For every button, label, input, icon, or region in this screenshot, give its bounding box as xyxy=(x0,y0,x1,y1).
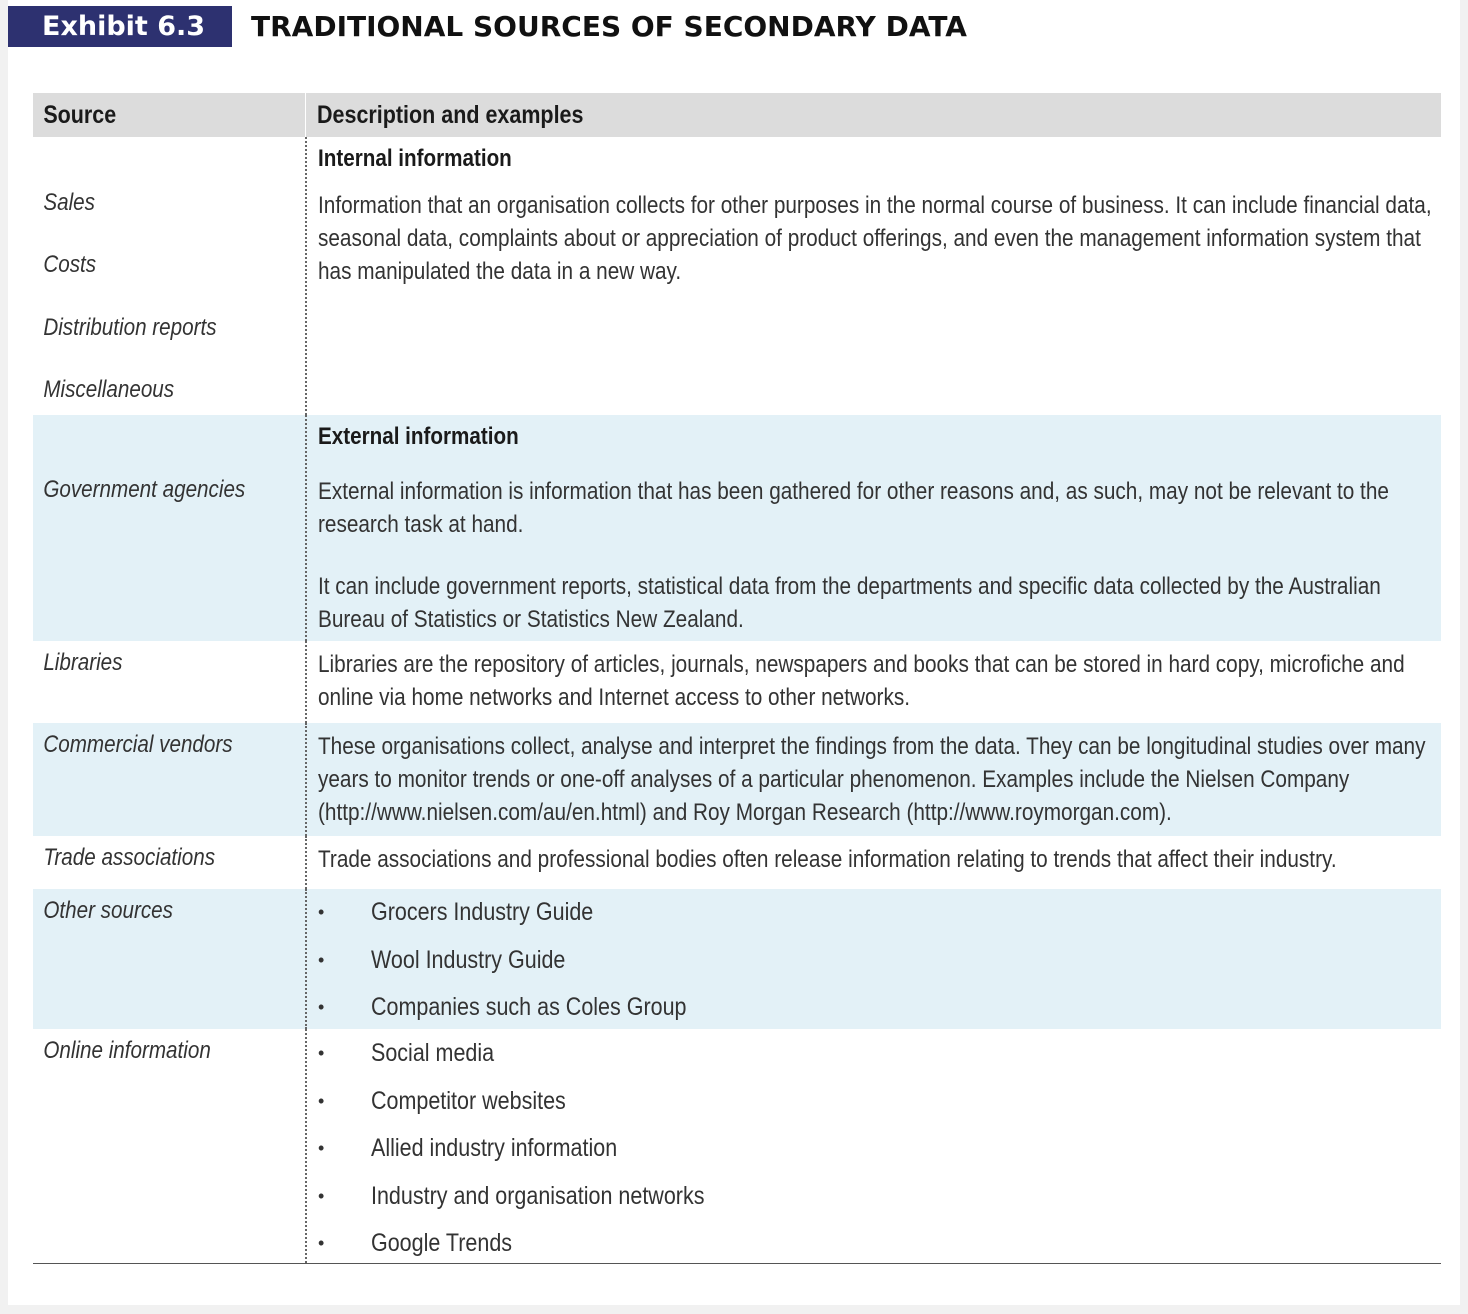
source-cell-external xyxy=(33,415,267,641)
source-trade-associations: Trade associations xyxy=(43,844,216,871)
table-row-online xyxy=(33,1029,1441,1263)
header-source: Source xyxy=(43,101,117,129)
exhibit-label: Exhibit 6.3 xyxy=(8,6,232,47)
description-cell-internal xyxy=(305,137,1441,415)
source-cell-other xyxy=(33,889,267,1029)
description-cell-other xyxy=(305,889,1441,1029)
list-item xyxy=(307,1179,1407,1213)
online-item-text: Allied industry information xyxy=(371,1134,618,1162)
source-miscellaneous: Miscellaneous xyxy=(43,376,175,403)
online-item-text: Social media xyxy=(371,1039,495,1067)
description-cell-external xyxy=(305,415,1441,641)
libraries-description: Libraries are the repository of articles, journals, newspapers and books that can be stored in hard copy, microfiche and online via home networks and Internet access to other networks. xyxy=(318,651,1405,711)
list-item xyxy=(307,943,1407,977)
table-row-other xyxy=(33,889,1441,1029)
source-government-agencies: Government agencies xyxy=(43,476,246,503)
list-item xyxy=(307,990,1407,1024)
table-row-commercial xyxy=(33,723,1441,836)
source-online-information: Online information xyxy=(43,1037,211,1064)
description-cell-online xyxy=(305,1029,1441,1263)
source-cell-libraries xyxy=(33,641,267,723)
table-row-external xyxy=(33,415,1441,641)
online-item-text: Google Trends xyxy=(371,1229,513,1257)
description-cell-commercial xyxy=(305,723,1441,836)
trade-description: Trade associations and professional bodies often release information relating to trends that affect their industry. xyxy=(318,846,1337,873)
table-row-libraries xyxy=(33,641,1441,723)
description-cell-trade xyxy=(305,836,1441,889)
source-libraries: Libraries xyxy=(43,649,123,676)
source-sales: Sales xyxy=(43,189,95,216)
bullet-marker: • xyxy=(318,997,325,1017)
source-costs: Costs xyxy=(43,251,97,278)
source-cell-internal xyxy=(33,137,267,415)
bullet-marker: • xyxy=(318,1091,325,1111)
exhibit-title: TRADITIONAL SOURCES OF SECONDARY DATA xyxy=(251,10,967,43)
external-description-2: It can include government reports, statistical data from the departments and specific data collected by the Australian Bureau of Statistics or Statistics New Zealand. xyxy=(318,573,1381,633)
source-cell-commercial xyxy=(33,723,267,836)
header-description-cell xyxy=(305,93,1441,137)
exhibit-page xyxy=(8,0,1460,1305)
bullet-marker: • xyxy=(318,902,325,922)
list-item xyxy=(307,895,1407,929)
online-item-text: Competitor websites xyxy=(371,1087,566,1115)
source-other-sources: Other sources xyxy=(43,897,173,924)
list-item xyxy=(307,1084,1407,1118)
list-item xyxy=(307,1036,1407,1070)
table-bottom-rule xyxy=(33,1263,1441,1264)
bullet-marker: • xyxy=(318,1186,325,1206)
internal-heading: Internal information xyxy=(318,145,512,172)
online-item-text: Industry and organisation networks xyxy=(371,1182,705,1210)
bullet-marker: • xyxy=(318,1138,325,1158)
source-distribution-reports: Distribution reports xyxy=(43,314,217,341)
table-row-internal xyxy=(33,137,1441,415)
commercial-description: These organisations collect, analyse and interpret the findings from the data. They can be longitudinal studies over many years to monitor trends or one-off analyses of a particular phenomenon. Examples include the Nielsen Company (http://www.nielsen.com/au/en.html) and Roy Morgan Research (http://www.roymorgan.com). xyxy=(318,733,1426,826)
table-header-row xyxy=(33,93,1441,137)
internal-description: Information that an organisation collects for other purposes in the normal course of business. It can include financial data, seasonal data, complaints about or appreciation of product offerings, and even the management information system that has manipulated the data in a new way. xyxy=(318,192,1432,285)
other-item-text: Wool Industry Guide xyxy=(371,946,566,974)
table-row-trade xyxy=(33,836,1441,889)
source-cell-trade xyxy=(33,836,267,889)
external-heading: External information xyxy=(318,423,519,450)
list-item xyxy=(307,1226,1407,1260)
description-cell-libraries xyxy=(305,641,1441,723)
bullet-marker: • xyxy=(318,1043,325,1063)
bullet-marker: • xyxy=(318,950,325,970)
bullet-marker: • xyxy=(318,1233,325,1253)
other-item-text: Grocers Industry Guide xyxy=(371,898,594,926)
other-item-text: Companies such as Coles Group xyxy=(371,993,687,1021)
source-cell-online xyxy=(33,1029,267,1263)
source-commercial-vendors: Commercial vendors xyxy=(43,731,233,758)
header-description: Description and examples xyxy=(317,101,584,129)
list-item xyxy=(307,1131,1407,1165)
external-description-1: External information is information that has been gathered for other reasons and, as such, may not be relevant to the research task at hand. xyxy=(318,478,1389,538)
